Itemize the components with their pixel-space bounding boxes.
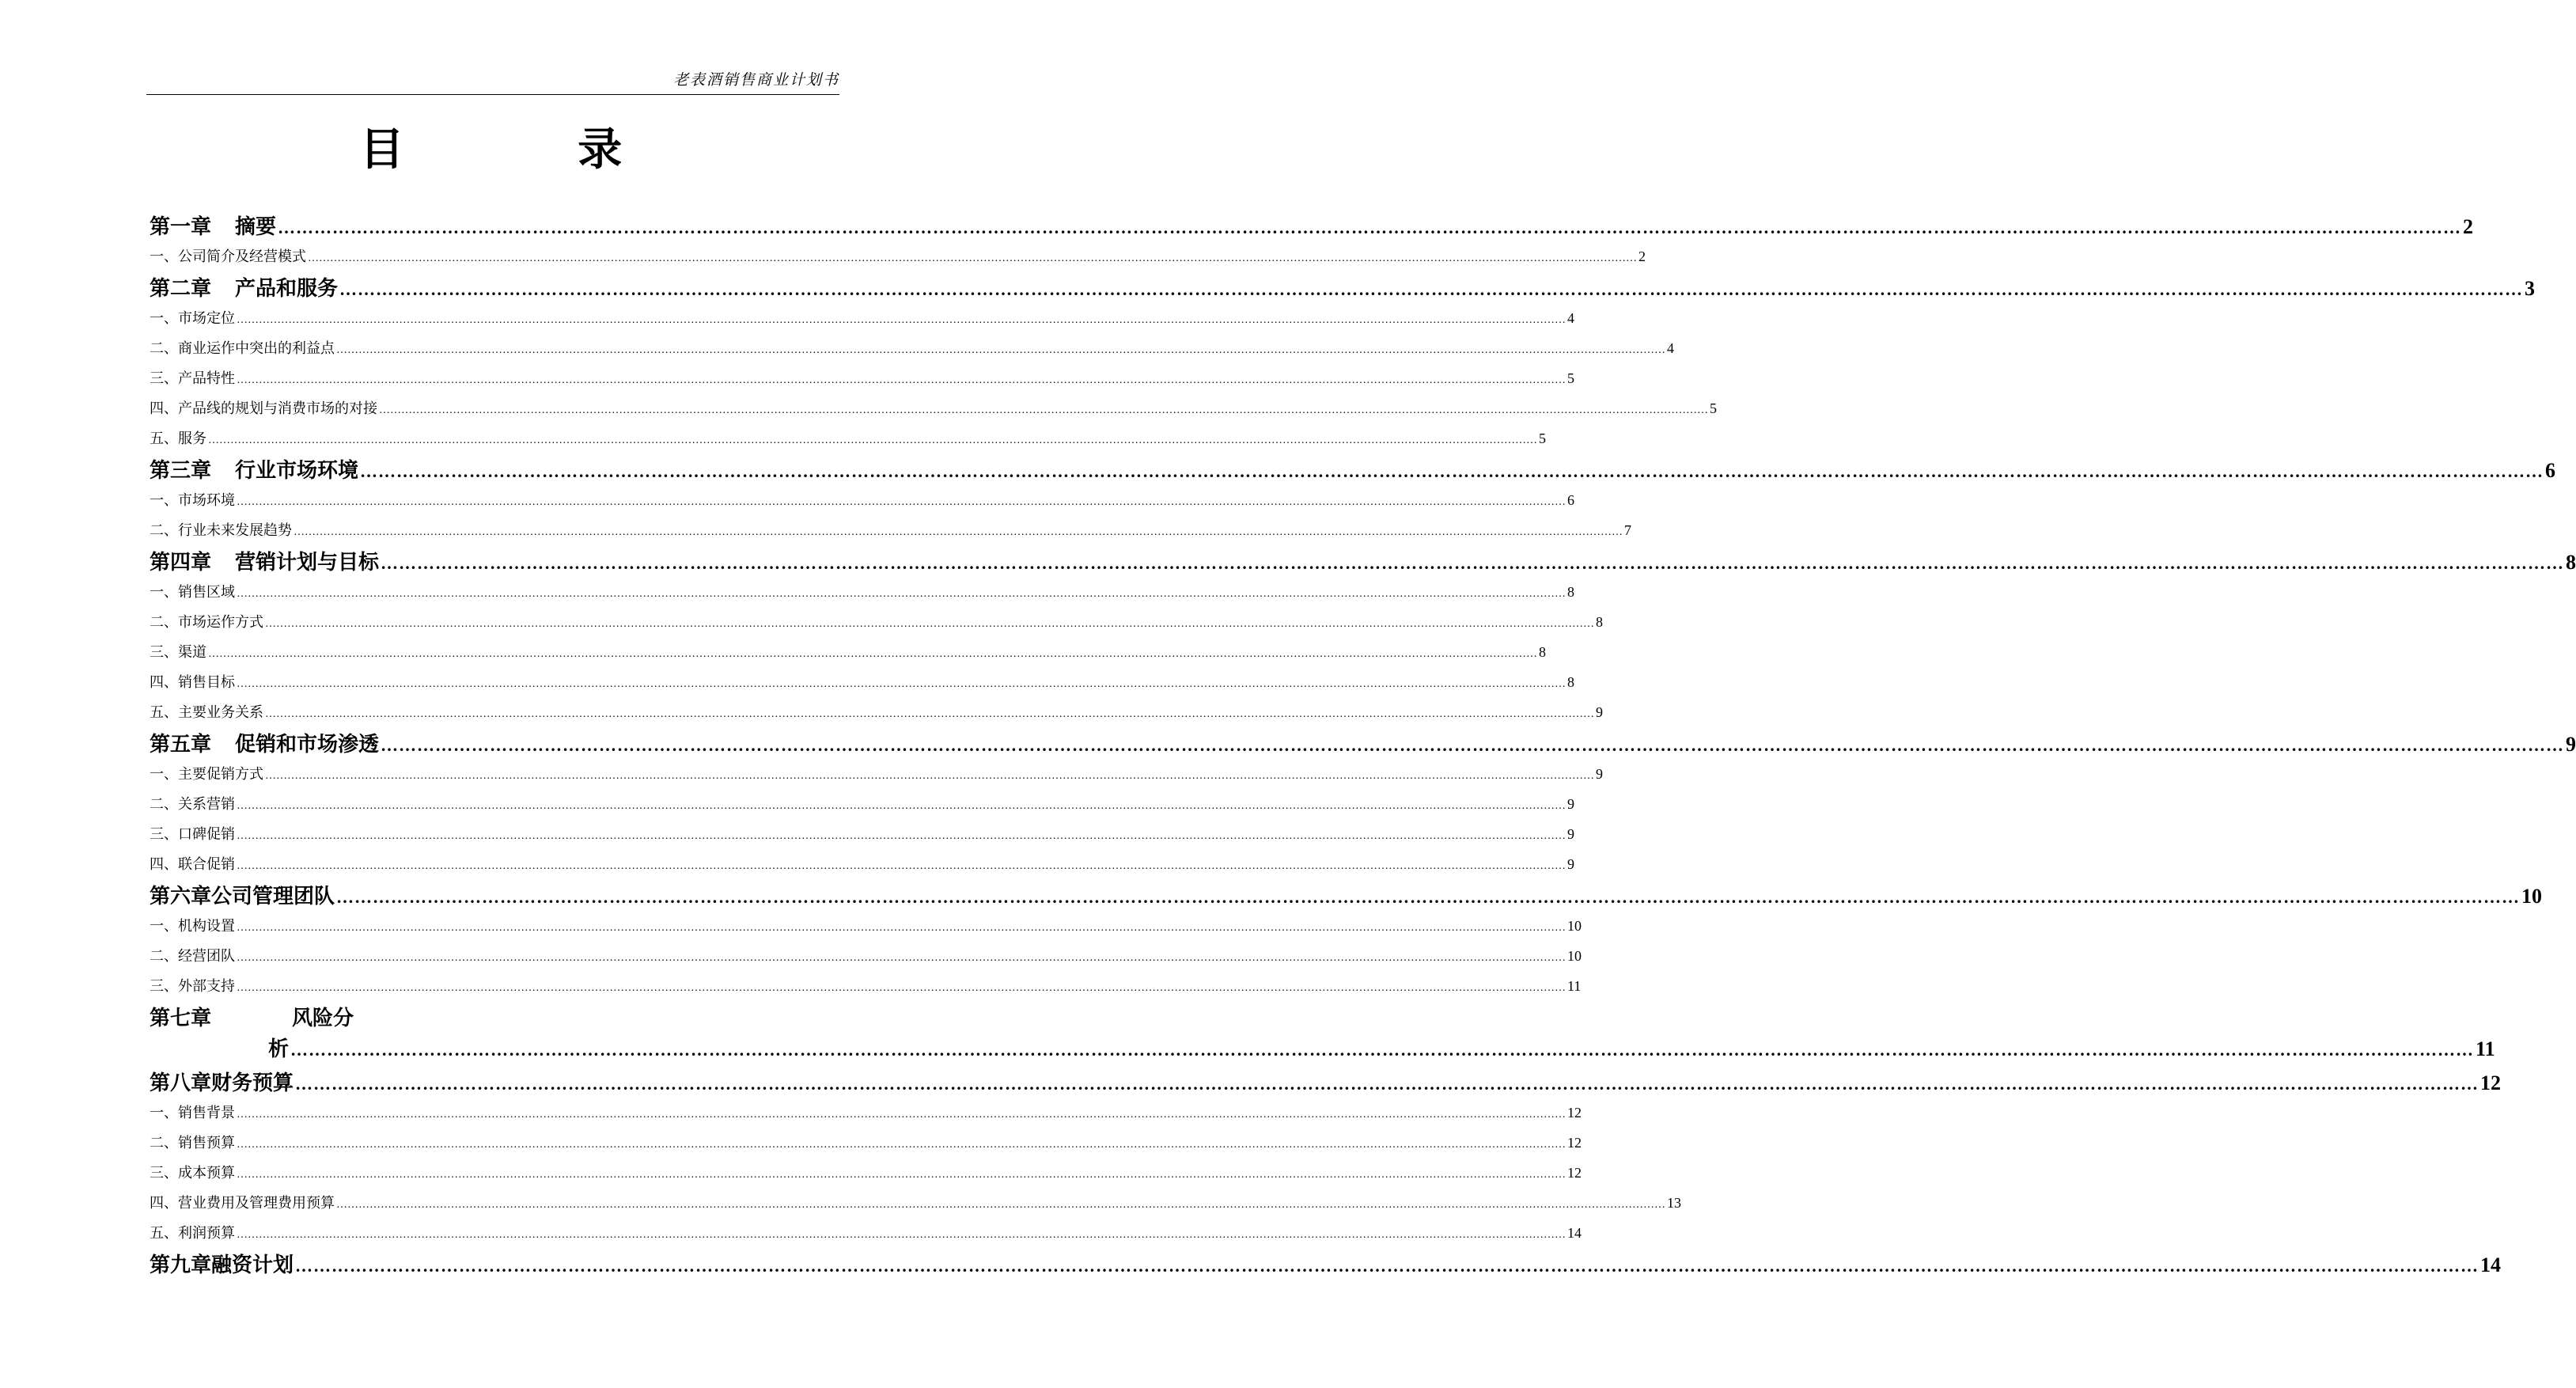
dot-leader: ………………………………………………………………………………………………………………………………………………………………………………………………………………………………………………………………………………………………………………………………: [308, 252, 1637, 264]
page-number: 7: [1624, 522, 1631, 538]
page-title: 目 录: [359, 124, 702, 176]
section-title: 口碑促销: [178, 826, 235, 843]
chapter-title: 融资计划: [211, 1253, 294, 1277]
page-number: 9: [1567, 856, 1574, 872]
toc-chapter-entry[interactable]: [150, 543, 2576, 575]
dot-leader: ………………………………………………………………………………………………………………………………………………………………………………………………………………………………………………………………………………………………………………………………: [294, 526, 1623, 538]
dot-leader: ………………………………………………………………………………………………………………………………………………………………………………………………………………………………………………………………………………………………………………………………: [265, 708, 1594, 720]
toc-section-entry[interactable]: [150, 908, 1582, 939]
section-title: 成本预算: [178, 1165, 235, 1181]
toc-section-entry[interactable]: [150, 361, 1574, 391]
section-number: 四、: [150, 1195, 178, 1212]
page-number: 9: [1596, 766, 1603, 782]
page-number: 11: [2476, 1037, 2495, 1060]
section-number: 一、: [150, 918, 178, 935]
page-number: 6: [2545, 459, 2556, 482]
section-title: 服务: [178, 430, 206, 447]
toc-section-entry[interactable]: [150, 817, 1574, 847]
chapter-title: 产品和服务: [235, 277, 339, 301]
section-title: 市场运作方式: [178, 614, 263, 631]
section-title: 经营团队: [178, 948, 235, 965]
dot-leader: ………………………………………………………………………………………………………………………………………………………………………………………………………………………………………………………………………………………………………………………………: [278, 218, 2462, 237]
dot-leader: ………………………………………………………………………………………………………………………………………………………………………………………………………………………………………………………………………………………………………………………………: [208, 648, 1537, 660]
page-number: 9: [2566, 733, 2576, 756]
page-number: 14: [1567, 1225, 1582, 1241]
section-title: 利润预算: [178, 1225, 235, 1242]
dot-leader: ………………………………………………………………………………………………………………………………………………………………………………………………………………………………………………………………………………………………………………………………: [295, 1074, 2479, 1094]
section-title: 商业运作中突出的利益点: [178, 340, 335, 357]
dot-leader: ………………………………………………………………………………………………………………………………………………………………………………………………………………………………………………………………………………………………………………………………: [265, 618, 1594, 630]
chapter-number: 第五章: [150, 733, 212, 757]
chapter-number: 第七章: [150, 1007, 212, 1030]
section-title: 外部支持: [178, 978, 235, 995]
toc-chapter-entry[interactable]: [150, 1246, 2502, 1277]
dot-leader: ………………………………………………………………………………………………………………………………………………………………………………………………………………………………………………………………………………………………………………………………: [237, 1229, 1566, 1241]
section-number: 五、: [150, 704, 178, 721]
page-number: 5: [1710, 400, 1717, 416]
section-number: 二、: [150, 522, 178, 539]
section-title: 市场环境: [178, 492, 235, 509]
toc-section-entry[interactable]: [150, 695, 1603, 725]
dot-leader: ………………………………………………………………………………………………………………………………………………………………………………………………………………………………………………………………………………………………………………………………: [336, 887, 2521, 907]
toc-section-entry[interactable]: [150, 1155, 1582, 1185]
section-number: 三、: [150, 370, 178, 387]
section-number: 五、: [150, 430, 178, 447]
section-title: 销售目标: [178, 674, 235, 691]
page-number: 2: [2463, 215, 2474, 238]
page-number: 12: [1567, 1105, 1582, 1121]
page-number: 10: [1567, 948, 1582, 964]
page-number: 8: [1596, 614, 1603, 630]
page-number: 10: [2521, 885, 2543, 908]
section-title: 销售预算: [178, 1135, 235, 1151]
section-title: 渠道: [178, 644, 206, 661]
toc-section-entry[interactable]: [150, 239, 1646, 269]
dot-leader: ………………………………………………………………………………………………………………………………………………………………………………………………………………………………………………………………………………………………………………………………: [336, 344, 1665, 356]
section-title: 公司简介及经营模式: [178, 248, 306, 265]
section-title: 机构设置: [178, 918, 235, 935]
toc-section-entry[interactable]: [150, 605, 1603, 635]
page-number: 14: [2480, 1253, 2502, 1276]
toc-section-entry[interactable]: [150, 939, 1582, 969]
toc-chapter-entry[interactable]: [150, 999, 2495, 1064]
toc-section-entry[interactable]: [150, 1185, 1681, 1215]
toc-section-entry[interactable]: [150, 635, 1546, 665]
section-title: 行业未来发展趋势: [178, 522, 292, 539]
chapter-number: 第一章: [150, 215, 212, 239]
toc-chapter-entry[interactable]: [150, 725, 2576, 757]
section-number: 三、: [150, 826, 178, 843]
toc-section-entry[interactable]: [150, 757, 1603, 787]
dot-leader: ………………………………………………………………………………………………………………………………………………………………………………………………………………………………………………………………………………………………………………………………: [237, 374, 1566, 386]
section-title: 产品线的规划与消费市场的对接: [178, 400, 377, 417]
page-number: 9: [1567, 796, 1574, 812]
dot-leader: ………………………………………………………………………………………………………………………………………………………………………………………………………………………………………………………………………………………………………………………………: [237, 496, 1566, 508]
dot-leader: ………………………………………………………………………………………………………………………………………………………………………………………………………………………………………………………………………………………………………………………………: [265, 770, 1594, 782]
section-number: 三、: [150, 644, 178, 661]
dot-leader: ………………………………………………………………………………………………………………………………………………………………………………………………………………………………………………………………………………………………………………………………: [237, 922, 1566, 934]
section-number: 一、: [150, 248, 178, 265]
dot-leader: ………………………………………………………………………………………………………………………………………………………………………………………………………………………………………………………………………………………………………………………………: [237, 1109, 1566, 1121]
toc-section-entry[interactable]: [150, 575, 1574, 605]
page-number: 4: [1667, 340, 1674, 356]
dot-leader: ………………………………………………………………………………………………………………………………………………………………………………………………………………………………………………………………………………………………………………………………: [237, 860, 1566, 872]
dot-leader: ………………………………………………………………………………………………………………………………………………………………………………………………………………………………………………………………………………………………………………………………: [237, 678, 1566, 690]
toc-section-entry[interactable]: [150, 1125, 1582, 1155]
chapter-title: 营销计划与目标: [235, 551, 380, 575]
page-number: 5: [1539, 430, 1546, 446]
page-number: 3: [2525, 277, 2536, 300]
section-number: 五、: [150, 1225, 178, 1242]
chapter-number: 第四章: [150, 551, 212, 575]
section-number: 四、: [150, 674, 178, 691]
section-title: 联合促销: [178, 856, 235, 873]
chapter-title: 财务预算: [211, 1071, 294, 1095]
chapter-title: 摘要: [235, 215, 277, 239]
page-number: 8: [1567, 584, 1574, 600]
chapter-title-part1: 风险分: [292, 1007, 354, 1030]
page-number: 6: [1567, 492, 1574, 508]
dot-leader: ………………………………………………………………………………………………………………………………………………………………………………………………………………………………………………………………………………………………………………………………: [360, 461, 2544, 481]
dot-leader: ………………………………………………………………………………………………………………………………………………………………………………………………………………………………………………………………………………………………………………………………: [336, 1199, 1665, 1211]
page-number: 12: [1567, 1135, 1582, 1151]
chapter-title: 公司管理团队: [211, 885, 335, 908]
section-number: 二、: [150, 614, 178, 631]
page-number: 12: [1567, 1165, 1582, 1181]
dot-leader: ………………………………………………………………………………………………………………………………………………………………………………………………………………………………………………………………………………………………………………………………: [237, 982, 1566, 994]
page-number: 2: [1638, 248, 1646, 264]
dot-leader: ………………………………………………………………………………………………………………………………………………………………………………………………………………………………………………………………………………………………………………………………: [381, 553, 2565, 573]
table-of-contents: [150, 207, 2576, 1277]
dot-leader: ………………………………………………………………………………………………………………………………………………………………………………………………………………………………………………………………………………………………………………………………: [290, 1040, 2475, 1060]
section-number: 四、: [150, 400, 178, 417]
section-number: 二、: [150, 340, 178, 357]
toc-section-entry[interactable]: [150, 483, 1574, 513]
page-number: 11: [1567, 978, 1582, 994]
header-rule: [146, 94, 839, 95]
toc-chapter-entry[interactable]: [150, 451, 2556, 483]
toc-section-entry[interactable]: [150, 969, 1582, 999]
dot-leader: ………………………………………………………………………………………………………………………………………………………………………………………………………………………………………………………………………………………………………………………………: [208, 434, 1537, 446]
section-number: 一、: [150, 584, 178, 601]
section-number: 一、: [150, 492, 178, 509]
section-number: 三、: [150, 1165, 178, 1181]
toc-section-entry[interactable]: [150, 1095, 1582, 1125]
section-title: 市场定位: [178, 310, 235, 327]
section-number: 二、: [150, 948, 178, 965]
section-number: 四、: [150, 856, 178, 873]
section-title: 销售区域: [178, 584, 235, 601]
dot-leader: ………………………………………………………………………………………………………………………………………………………………………………………………………………………………………………………………………………………………………………………………: [381, 735, 2565, 755]
section-number: 一、: [150, 1105, 178, 1121]
chapter-number: 第六章: [150, 885, 212, 908]
toc-section-entry[interactable]: [150, 391, 1717, 421]
dot-leader: ………………………………………………………………………………………………………………………………………………………………………………………………………………………………………………………………………………………………………………………………: [339, 279, 2524, 299]
toc-chapter-entry[interactable]: [150, 1064, 2502, 1095]
chapter-title-part2: 析: [268, 1037, 290, 1061]
page-number: 13: [1667, 1195, 1681, 1211]
chapter-number: 第三章: [150, 459, 212, 483]
chapter-title: 促销和市场渗透: [235, 733, 380, 757]
section-title: 产品特性: [178, 370, 235, 387]
section-title: 主要促销方式: [178, 766, 263, 783]
page-number: 4: [1567, 310, 1574, 326]
dot-leader: ………………………………………………………………………………………………………………………………………………………………………………………………………………………………………………………………………………………………………………………………: [237, 314, 1566, 326]
section-number: 二、: [150, 1135, 178, 1151]
page-number: 10: [1567, 918, 1582, 934]
dot-leader: ………………………………………………………………………………………………………………………………………………………………………………………………………………………………………………………………………………………………………………………………: [237, 830, 1566, 842]
section-number: 一、: [150, 766, 178, 783]
section-title: 主要业务关系: [178, 704, 263, 721]
toc-section-entry[interactable]: [150, 421, 1546, 451]
page-number: 9: [1567, 826, 1574, 842]
toc-section-entry[interactable]: [150, 1215, 1582, 1246]
dot-leader: ………………………………………………………………………………………………………………………………………………………………………………………………………………………………………………………………………………………………………………………………: [237, 588, 1566, 600]
page-number: 8: [1539, 644, 1546, 660]
toc-section-entry[interactable]: [150, 665, 1574, 695]
dot-leader: ………………………………………………………………………………………………………………………………………………………………………………………………………………………………………………………………………………………………………………………………: [237, 1139, 1566, 1151]
page-number: 9: [1596, 704, 1603, 720]
dot-leader: ………………………………………………………………………………………………………………………………………………………………………………………………………………………………………………………………………………………………………………………………: [379, 404, 1708, 416]
header-title: 老表酒销售商业计划书: [672, 71, 839, 89]
dot-leader: ………………………………………………………………………………………………………………………………………………………………………………………………………………………………………………………………………………………………………………………………: [237, 1169, 1566, 1181]
toc-section-entry[interactable]: [150, 847, 1574, 877]
chapter-title: 行业市场环境: [235, 459, 359, 483]
page-number: 5: [1567, 370, 1574, 386]
toc-section-entry[interactable]: [150, 331, 1674, 361]
section-title: 营业费用及管理费用预算: [178, 1195, 335, 1212]
chapter-number: 第九章: [150, 1253, 212, 1277]
toc-section-entry[interactable]: [150, 513, 1631, 543]
page-number: 8: [1567, 674, 1574, 690]
dot-leader: ………………………………………………………………………………………………………………………………………………………………………………………………………………………………………………………………………………………………………………………………: [237, 952, 1566, 964]
toc-chapter-entry[interactable]: [150, 269, 2536, 301]
section-number: 一、: [150, 310, 178, 327]
section-title: 关系营销: [178, 796, 235, 813]
section-number: 三、: [150, 978, 178, 995]
page-number: 12: [2480, 1071, 2502, 1094]
toc-chapter-entry[interactable]: [150, 877, 2543, 908]
dot-leader: ………………………………………………………………………………………………………………………………………………………………………………………………………………………………………………………………………………………………………………………………: [295, 1256, 2479, 1276]
chapter-number: 第八章: [150, 1071, 212, 1095]
toc-section-entry[interactable]: [150, 301, 1574, 331]
toc-section-entry[interactable]: [150, 787, 1574, 817]
toc-chapter-entry[interactable]: [150, 207, 2474, 239]
chapter-number: 第二章: [150, 277, 212, 301]
section-title: 销售背景: [178, 1105, 235, 1121]
page-number: 8: [2566, 551, 2576, 574]
dot-leader: ………………………………………………………………………………………………………………………………………………………………………………………………………………………………………………………………………………………………………………………………: [237, 800, 1566, 812]
section-number: 二、: [150, 796, 178, 813]
